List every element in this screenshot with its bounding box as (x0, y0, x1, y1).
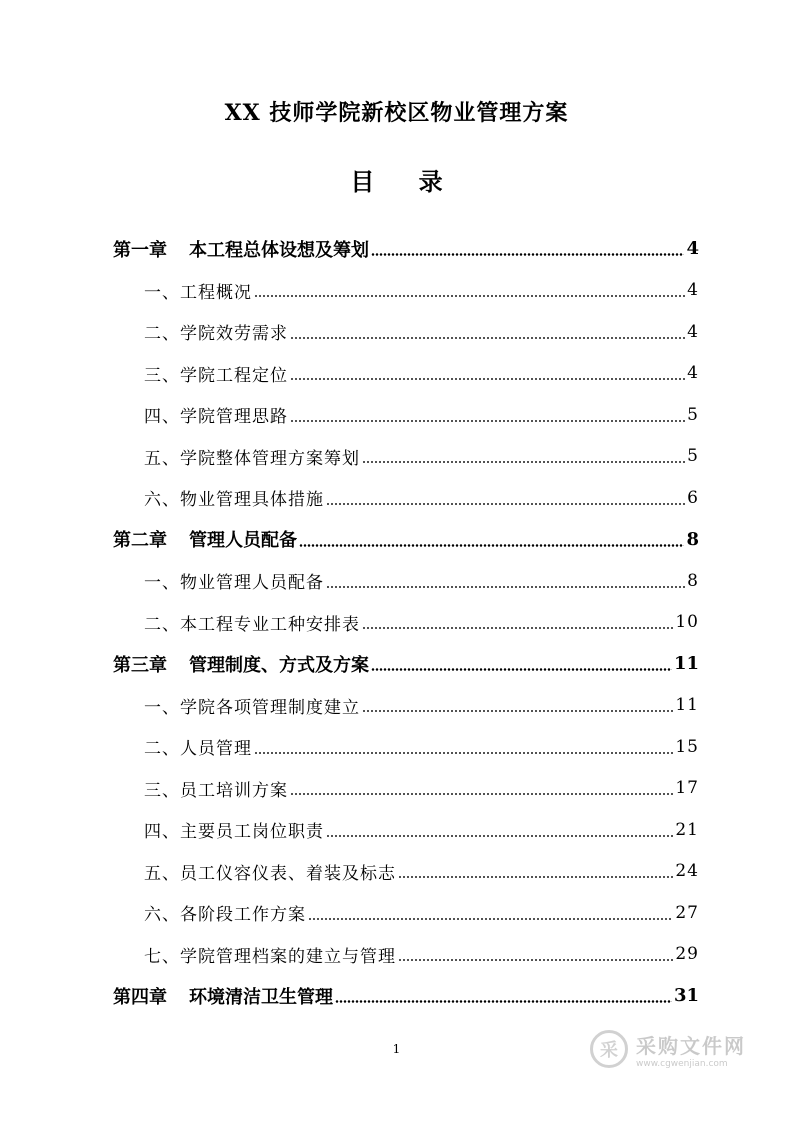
toc-dot-leader (290, 793, 673, 795)
toc-dot-leader (398, 876, 673, 878)
toc-chapter-number: 第三章 (113, 654, 167, 676)
toc-section-entry[interactable] (113, 685, 699, 727)
toc-dot-leader (326, 586, 685, 588)
toc-section-entry[interactable] (113, 477, 699, 519)
toc-entry-label (113, 651, 369, 677)
toc-page-number: 5 (687, 404, 699, 425)
toc-section-entry[interactable] (113, 394, 699, 436)
toc-page-number: 31 (673, 985, 699, 1007)
toc-page-number: 10 (675, 612, 699, 633)
toc-page-number: 11 (673, 653, 699, 675)
toc-dot-leader (290, 378, 685, 380)
page-number: 1 (392, 1042, 401, 1056)
toc-section-entry[interactable] (113, 809, 699, 851)
toc-dot-leader (335, 1000, 672, 1003)
toc-dot-leader (326, 503, 685, 505)
toc-chapter-entry[interactable] (113, 975, 699, 1017)
toc-section-entry[interactable] (113, 560, 699, 602)
toc-dot-leader (254, 295, 685, 297)
toc-section-entry[interactable] (113, 726, 699, 768)
toc-dot-leader (362, 710, 673, 712)
toc-entry-label: 一、学院各项管理制度建立 (144, 697, 360, 718)
toc-dot-leader (326, 835, 673, 837)
toc-page-number: 6 (687, 487, 699, 508)
toc-chapter-entry[interactable] (113, 228, 699, 270)
watermark-url: www.cgwenjian.com (636, 1058, 728, 1069)
watermark-logo (590, 1024, 760, 1074)
toc-dot-leader (362, 627, 673, 629)
toc-dot-leader (299, 544, 684, 547)
toc-entry-label: 五、员工仪容仪表、着装及标志 (144, 863, 396, 884)
toc-page-number: 21 (675, 819, 699, 840)
toc-chapter-title: 管理人员配备 (189, 530, 297, 552)
watermark-name: 采购文件网 (636, 1033, 746, 1058)
toc-entry-label: 一、工程概况 (144, 282, 252, 303)
toc-entry-label (113, 983, 333, 1009)
toc-entry-label: 六、物业管理具体措施 (144, 490, 324, 511)
toc-section-entry[interactable] (113, 436, 699, 478)
toc-page-number: 8 (687, 570, 699, 591)
toc-dot-leader (308, 918, 673, 920)
toc-chapter-number: 第二章 (113, 530, 167, 552)
toc-section-entry[interactable] (113, 602, 699, 644)
toc-chapter-title: 环境清洁卫生管理 (189, 986, 333, 1008)
toc-section-entry[interactable] (113, 270, 699, 312)
toc-heading: 目 录 (350, 167, 461, 196)
toc-entry-label: 三、学院工程定位 (144, 365, 288, 386)
toc-entry-label (113, 526, 297, 552)
toc-entry-label: 四、学院管理思路 (144, 407, 288, 428)
toc-entry-label: 一、物业管理人员配备 (144, 573, 324, 594)
toc-entry-label: 二、人员管理 (144, 739, 252, 760)
toc-chapter-title: 本工程总体设想及筹划 (189, 239, 369, 261)
toc-page-number: 8 (686, 528, 699, 550)
toc-chapter-entry[interactable] (113, 519, 699, 561)
toc-page-number: 4 (687, 280, 699, 301)
toc-entry-label: 七、学院管理档案的建立与管理 (144, 946, 396, 967)
toc-entry-label: 二、本工程专业工种安排表 (144, 614, 360, 635)
toc-page-number: 4 (687, 363, 699, 384)
toc-page-number: 27 (675, 902, 699, 923)
toc-dot-leader (371, 668, 672, 671)
toc-entry-label: 二、学院效劳需求 (144, 324, 288, 345)
table-of-contents (113, 228, 699, 1017)
toc-entry-label (113, 236, 369, 262)
toc-page-number: 17 (675, 778, 699, 799)
toc-chapter-title: 管理制度、方式及方案 (189, 654, 369, 676)
toc-page-number: 15 (675, 736, 699, 757)
toc-dot-leader (362, 461, 685, 463)
toc-dot-leader (290, 337, 685, 339)
toc-section-entry[interactable] (113, 892, 699, 934)
toc-dot-leader (254, 752, 673, 754)
toc-page-number: 4 (686, 238, 699, 260)
toc-page-number: 4 (687, 321, 699, 342)
toc-page-number: 5 (687, 446, 699, 467)
toc-entry-label: 三、员工培训方案 (144, 780, 288, 801)
toc-chapter-number: 第一章 (113, 239, 167, 261)
toc-page-number: 29 (675, 944, 699, 965)
toc-chapter-entry[interactable] (113, 643, 699, 685)
document-title: XX 技师学院新校区物业管理方案 (224, 100, 569, 126)
toc-entry-label: 五、学院整体管理方案筹划 (144, 448, 360, 469)
toc-dot-leader (290, 420, 685, 422)
watermark-emblem-icon: 采 (590, 1030, 628, 1068)
watermark-text (636, 1030, 746, 1069)
toc-page-number: 11 (675, 695, 699, 716)
toc-section-entry[interactable] (113, 934, 699, 976)
toc-chapter-number: 第四章 (113, 986, 167, 1008)
toc-entry-label: 四、主要员工岗位职责 (144, 822, 324, 843)
toc-dot-leader (398, 959, 673, 961)
toc-entry-label: 六、各阶段工作方案 (144, 905, 306, 926)
toc-dot-leader (371, 253, 684, 256)
toc-page-number: 24 (675, 861, 699, 882)
toc-section-entry[interactable] (113, 311, 699, 353)
toc-section-entry[interactable] (113, 768, 699, 810)
toc-section-entry[interactable] (113, 353, 699, 395)
toc-section-entry[interactable] (113, 851, 699, 893)
